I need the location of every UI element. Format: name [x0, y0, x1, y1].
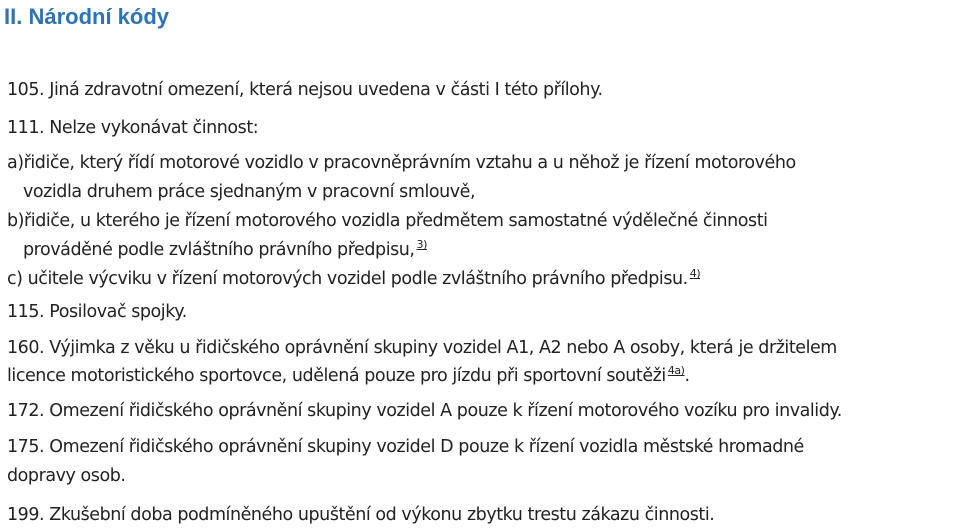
code-160-end: . — [684, 366, 690, 386]
code-111a-line1: a)řidiče, který řídí motorové vozidlo v pracovněprávním vztahu a u něhož je řízení motorového — [7, 153, 796, 173]
code-111c-text: c) učitele výcviku v řízení motorových vozidel podle zvláštního právního předpisu. — [7, 269, 688, 289]
code-111a-line2: vozidla druhem práce sjednaným v pracovní smlouvě, — [23, 182, 476, 202]
code-111b-line2 — [23, 239, 427, 261]
code-175-line1: 175. Omezení řidičského oprávnění skupiny vozidel D pouze k řízení vozidla městské hromadné — [7, 437, 804, 457]
code-105: 105. Jiná zdravotní omezení, která nejsou uvedena v části I této přílohy. — [7, 80, 603, 100]
code-175-line2: dopravy osob. — [7, 466, 126, 486]
code-111b-text: prováděné podle zvláštního právního předpisu, — [23, 240, 415, 260]
code-111: 111. Nelze vykonávat činnost: — [7, 118, 259, 138]
footnote-ref-4a[interactable]: 4a) — [667, 364, 685, 377]
code-160-line1: 160. Výjimka z věku u řidičského oprávnění skupiny vozidel A1, A2 nebo A osoby, která je držitelem — [7, 338, 837, 358]
code-199: 199. Zkušební doba podmíněného upuštění od výkonu zbytku trestu zákazu činnosti. — [7, 505, 715, 525]
footnote-ref-4[interactable]: 4) — [689, 267, 701, 280]
footnote-ref-3[interactable]: 3) — [416, 238, 427, 251]
section-heading: II. Národní kódy — [4, 4, 170, 29]
code-111b-line1: b)řidiče, u kterého je řízení motorového vozidla předmětem samostatné výdělečné činnosti — [7, 211, 768, 231]
code-115: 115. Posilovač spojky. — [7, 302, 187, 322]
code-160-text: licence motoristického sportovce, udělená pouze pro jízdu při sportovní soutěži — [7, 366, 666, 386]
code-111c-line — [7, 268, 700, 290]
code-172: 172. Omezení řidičského oprávnění skupiny vozidel A pouze k řízení motorového vozíku pro invalidy. — [7, 401, 842, 421]
code-160-line2 — [7, 365, 690, 387]
